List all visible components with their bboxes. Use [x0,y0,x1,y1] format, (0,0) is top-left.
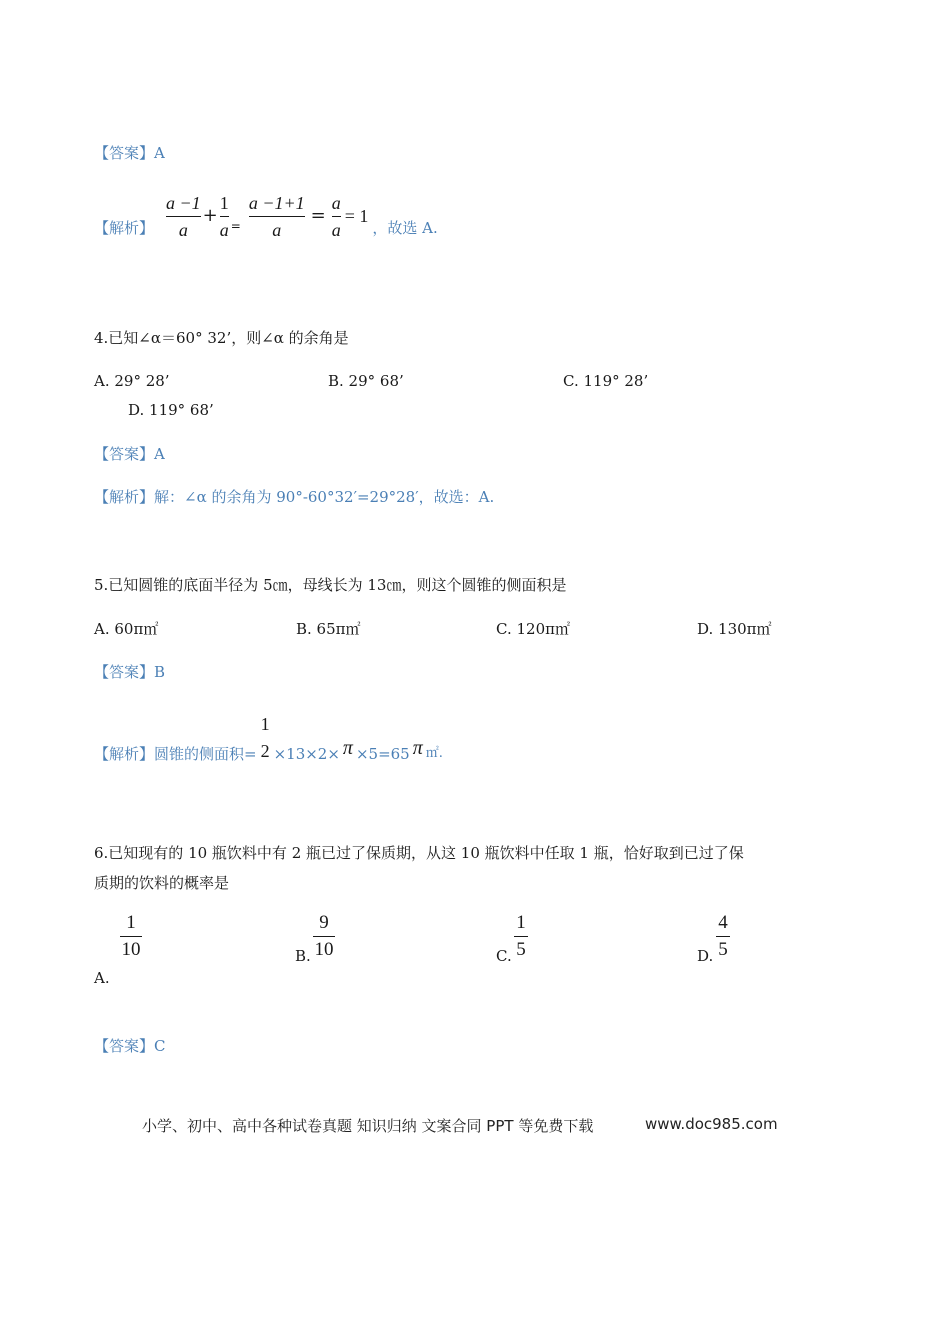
q3-analysis-label: 【解析】 [94,219,155,237]
q5-analysis-prefix: 【解析】圆锥的侧面积= [94,745,257,763]
q6-option-a-fraction: 1 10 [121,912,141,960]
q3-fraction-2: $\frac{1}{a}$ [219,192,229,240]
q4-answer: 【答案】A [94,445,165,463]
footer-text: 小学、初中、高中各种试卷真题 知识归纳 文案合同 PPT 等免费下载 [142,1117,594,1135]
q6-option-a-label: A. [94,969,110,987]
q6-option-c-label: C. [496,947,512,965]
q4-option-d: D. 119° 68’ [128,401,214,419]
q5-unit: ㎡. [425,746,443,761]
footer-url[interactable]: www.doc985.com [645,1115,778,1133]
q5-pi-2: π [412,737,423,759]
q3-fraction-3: $\frac{a -1+1}{a}$ [248,192,305,240]
q5-mid: ×13×2× [273,745,340,763]
q5-pi: π [342,737,353,759]
q6-question-line2: 质期的饮料的概率是 [94,874,230,892]
q4-question: 4.已知∠α＝60° 32’，则∠α 的余角是 [94,329,349,347]
q4-option-b: B. 29° 68’ [328,372,404,390]
q3-fraction-1: $\frac{a -1}{a}$ [166,192,201,240]
q5-half-fraction: 1 2 [260,714,270,761]
q3-fraction-4: $\frac{a}{a}$ [331,192,341,240]
q5-analysis [94,700,443,764]
q5-option-d: D. 130π㎡ [697,620,772,638]
q6-answer: 【答案】C [94,1037,166,1055]
q6-option-b-label: B. [295,947,311,965]
q5-mid2: ×5=65 [355,745,410,763]
q6-option-c-fraction: 1 5 [514,912,528,961]
q4-option-a: A. 29° 28’ [94,372,170,390]
q4-option-c: C. 119° 28’ [563,372,649,390]
q3-eq-2: = 1 [344,206,369,226]
q5-option-b: B. 65π㎡ [296,620,361,638]
q6-question-line1: 6.已知现有的 10 瓶饮料中有 2 瓶已过了保质期，从这 10 瓶饮料中任取 1 瓶，恰好取到已过了保 [94,844,744,862]
q5-answer: 【答案】B [94,663,166,681]
q6-option-d-label: D. [697,947,714,965]
q3-eq-small: = [230,219,241,233]
q6-option-b-fraction: 9 10 [314,912,334,960]
q3-tail: ，故选 A. [372,219,438,237]
q3-answer: 【答案】A [94,144,165,162]
q4-analysis: 【解析】解：∠α 的余角为 90°-60°32′=29°28′，故选：A. [94,488,495,506]
q3-analysis [94,188,438,244]
q5-option-a: A. 60π㎡ [94,620,159,638]
q5-option-c: C. 120π㎡ [496,620,570,638]
q6-option-d-fraction: 4 5 [716,912,730,961]
q3-plus: + [202,205,218,226]
q3-eq-1: = [310,205,326,226]
q5-question: 5.已知圆锥的底面半径为 5㎝，母线长为 13㎝，则这个圆锥的侧面积是 [94,576,567,594]
